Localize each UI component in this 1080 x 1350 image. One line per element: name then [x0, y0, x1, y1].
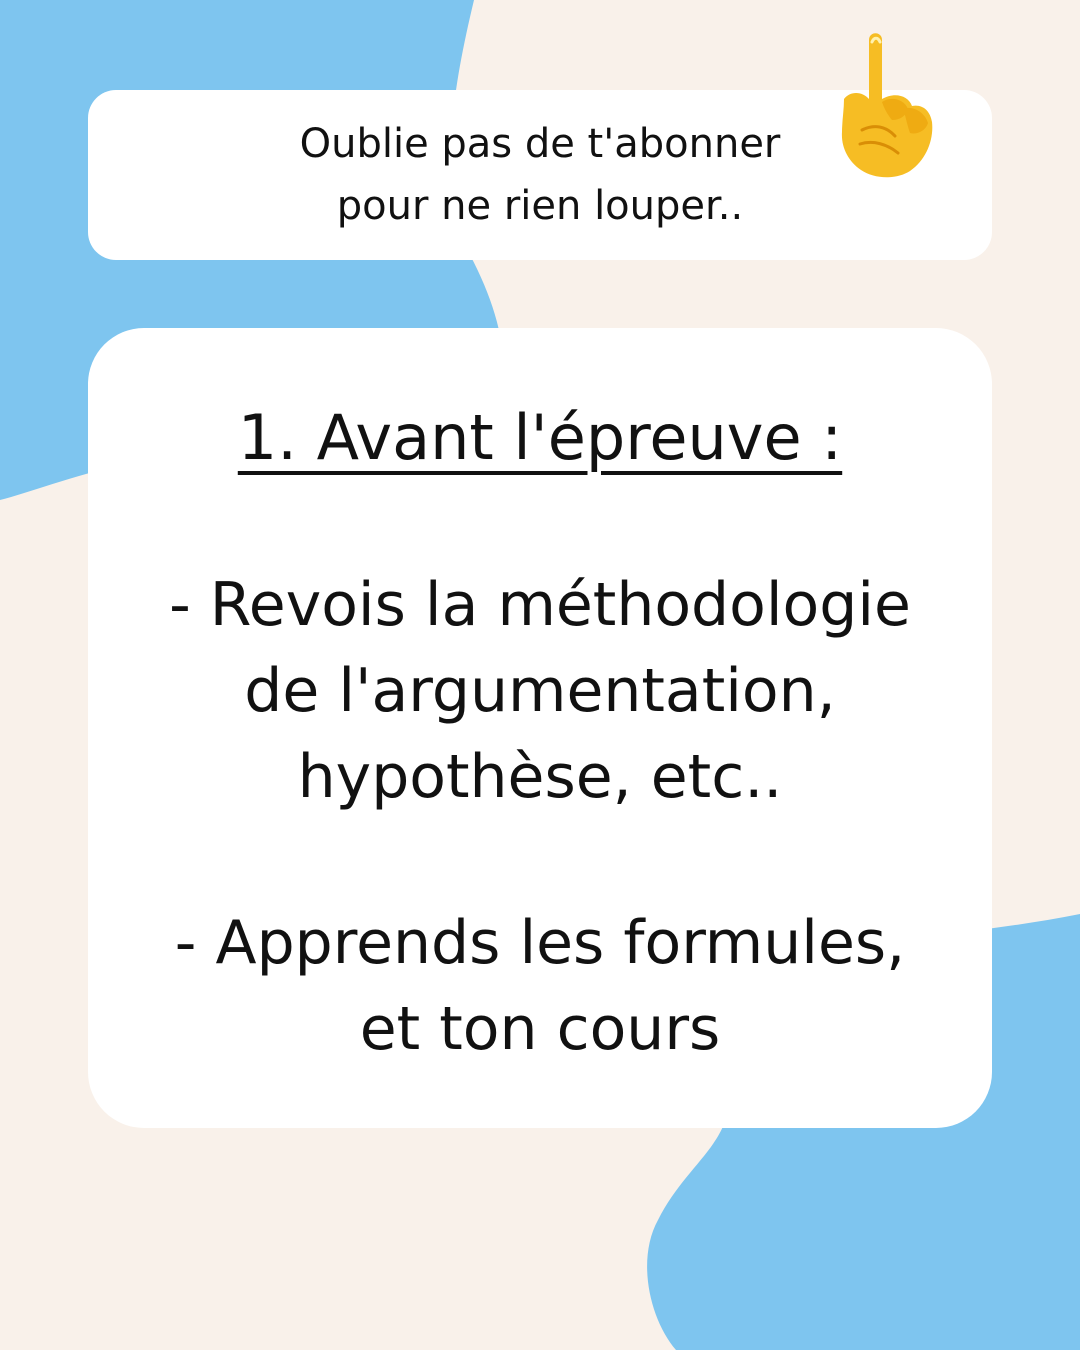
bullet-item-2: - Apprends les formules, et ton cours — [174, 908, 906, 1064]
main-content-card — [88, 328, 992, 1128]
bullet-item-1: - Revois la méthodologie de l'argumentation, hypothèse, etc.. — [169, 570, 911, 812]
subscribe-line-1: Oublie pas de t'abonner — [299, 121, 781, 167]
subscribe-line-2: pour ne rien louper.. — [336, 183, 744, 229]
pointing-up-hand-icon — [832, 26, 938, 180]
section-title: 1. Avant l'épreuve : — [237, 401, 843, 474]
